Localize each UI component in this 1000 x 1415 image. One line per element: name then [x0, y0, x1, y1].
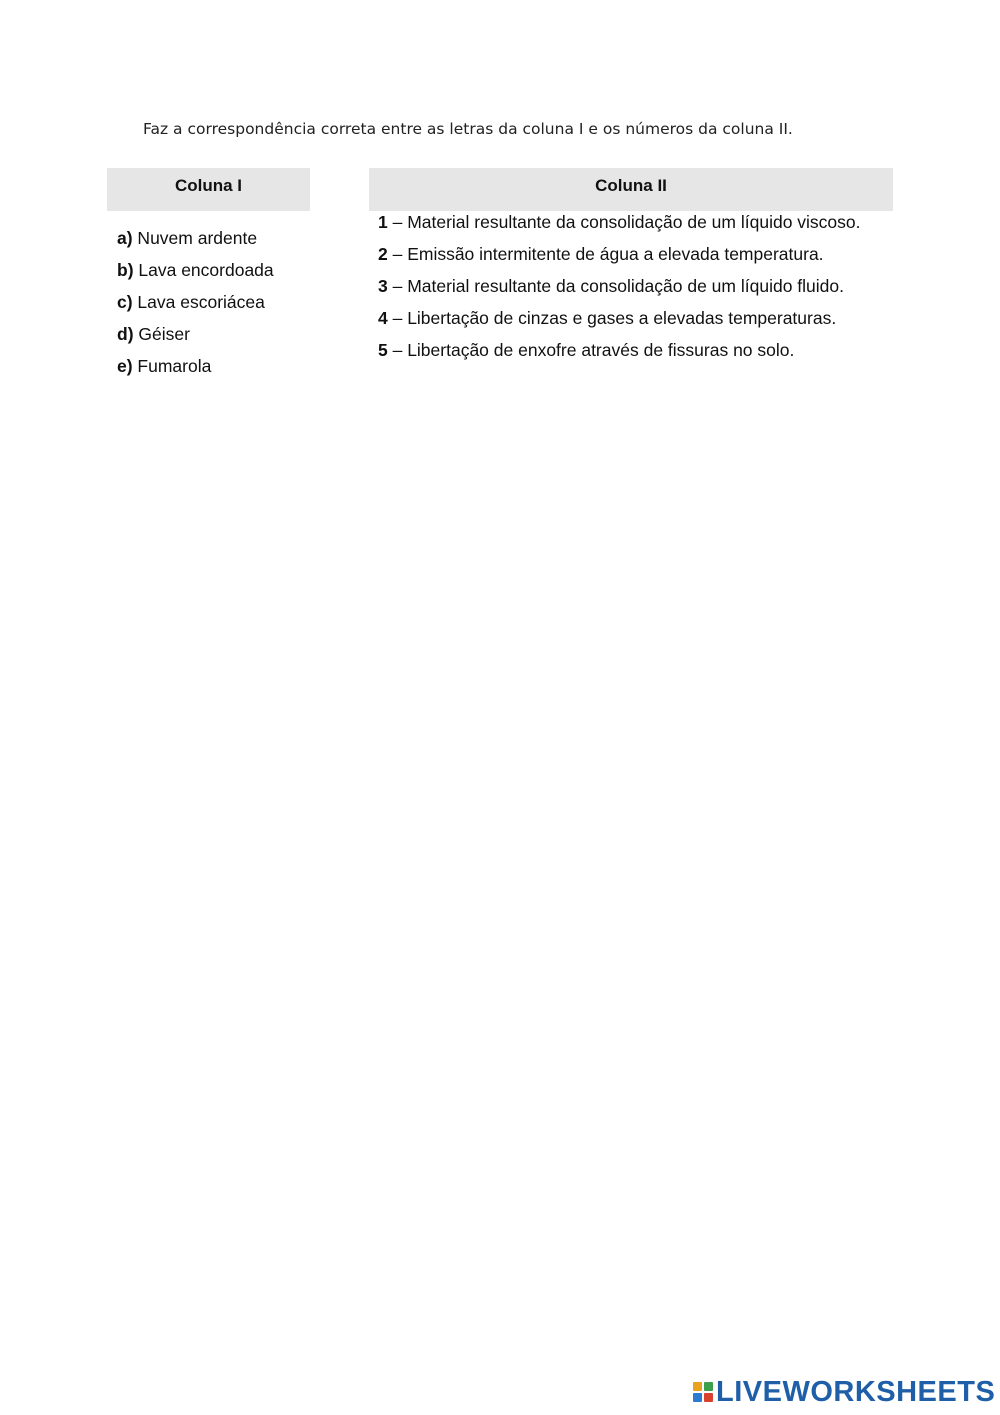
- column-2-list: [378, 206, 888, 366]
- column-1-item-e: [117, 350, 274, 382]
- logo-square: [693, 1393, 702, 1402]
- item-text: – Libertação de cinzas e gases a elevadas temperaturas.: [387, 308, 837, 328]
- item-text: Lava encordoada: [133, 260, 274, 280]
- column-1-header: Coluna I: [107, 168, 310, 211]
- column-1-list: [117, 222, 274, 382]
- logo-square: [704, 1382, 713, 1391]
- item-key: 2: [378, 244, 388, 264]
- column-2-item-2: [378, 238, 888, 270]
- logo-square: [704, 1393, 713, 1402]
- item-key: 5: [378, 340, 388, 360]
- item-text: Géiser: [133, 324, 190, 344]
- item-key: 3: [378, 276, 388, 296]
- item-key: a): [117, 228, 133, 248]
- item-text: – Material resultante da consolidação de um líquido fluido.: [387, 276, 844, 296]
- item-text: – Emissão intermitente de água a elevada temperatura.: [387, 244, 824, 264]
- item-key: d): [117, 324, 134, 344]
- column-1-item-d: [117, 318, 274, 350]
- column-2-item-3: [378, 270, 888, 302]
- column-1-item-c: [117, 286, 274, 318]
- item-key: 1: [378, 212, 388, 232]
- item-key: e): [117, 356, 133, 376]
- column-1-item-a: [117, 222, 274, 254]
- logo-square: [693, 1382, 702, 1391]
- liveworksheets-logo: [693, 1376, 995, 1408]
- logo-text: LIVEWORKSHEETS: [716, 1376, 996, 1408]
- column-1-item-b: [117, 254, 274, 286]
- item-text: – Libertação de enxofre através de fissuras no solo.: [387, 340, 795, 360]
- item-text: Nuvem ardente: [132, 228, 258, 248]
- item-text: – Material resultante da consolidação de um líquido viscoso.: [387, 212, 861, 232]
- item-text: Fumarola: [132, 356, 212, 376]
- item-key: c): [117, 292, 133, 312]
- item-text: Lava escoriácea: [132, 292, 265, 312]
- instruction-text: Faz a correspondência correta entre as letras da coluna I e os números da coluna II.: [143, 120, 793, 138]
- column-2-item-5: [378, 334, 888, 366]
- item-key: b): [117, 260, 134, 280]
- column-2-header: Coluna II: [369, 168, 893, 211]
- column-2-item-4: [378, 302, 888, 334]
- logo-squares-icon: [693, 1382, 713, 1402]
- item-key: 4: [378, 308, 388, 328]
- column-2-item-1: [378, 206, 888, 238]
